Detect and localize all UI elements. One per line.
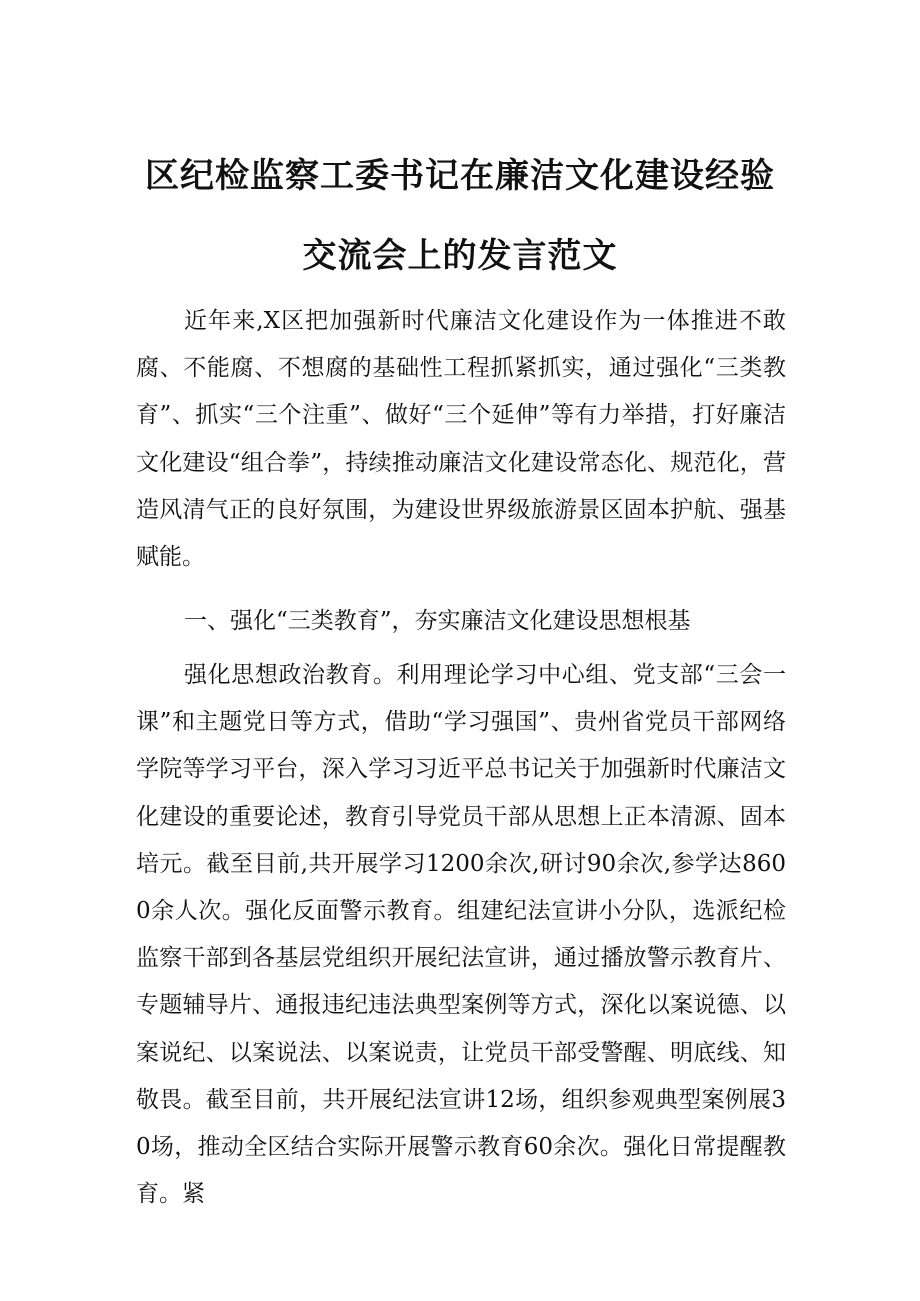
section-paragraph: 强化思想政治教育。利用理论学习中心组、党支部“三会一课”和主题党日等方式，借助“学习强国”、贵州省党员干部网络学院等学习平台，深入学习习近平总书记关于加强新时代廉洁文化建设的重要论述，教育引导党员干部从思想上正本清源、固本培元。截至目前,共开展学习1200余次,研讨90余次,参学达8600余人次。强化反面警示教育。组建纪法宣讲小分队，选派纪检监察干部到各基层党组织开展纪法宣讲，通过播放警示教育片、专题辅导片、通报违纪违法典型案例等方式，深化以案说德、以案说纪、以案说法、以案说责，让党员干部受警醒、明底线、知敬畏。截至目前，共开展纪法宣讲12场，组织参观典型案例展30场，推动全区结合实际开展警示教育60余次。强化日常提醒教育。紧 [136, 662, 786, 1208]
document-title-line-1: 区纪检监察工委书记在廉洁文化建设经验 [145, 156, 775, 196]
document-title-line-2: 交流会上的发言范文 [302, 236, 618, 276]
intro-paragraph: 近年来,X区把加强新时代廉洁文化建设作为一体推进不敢腐、不能腐、不想腐的基础性工程抓紧抓实，通过强化“三类教育”、抓实“三个注重”、做好“三个延伸”等有力举措，打好廉洁文化建设“组合拳”，持续推动廉洁文化建设常态化、规范化，营造风清气正的良好氛围，为建设世界级旅游景区固本护航、强基赋能。 [136, 308, 786, 571]
section-heading: 一、强化“三类教育”，夯实廉洁文化建设思想根基 [184, 608, 691, 634]
